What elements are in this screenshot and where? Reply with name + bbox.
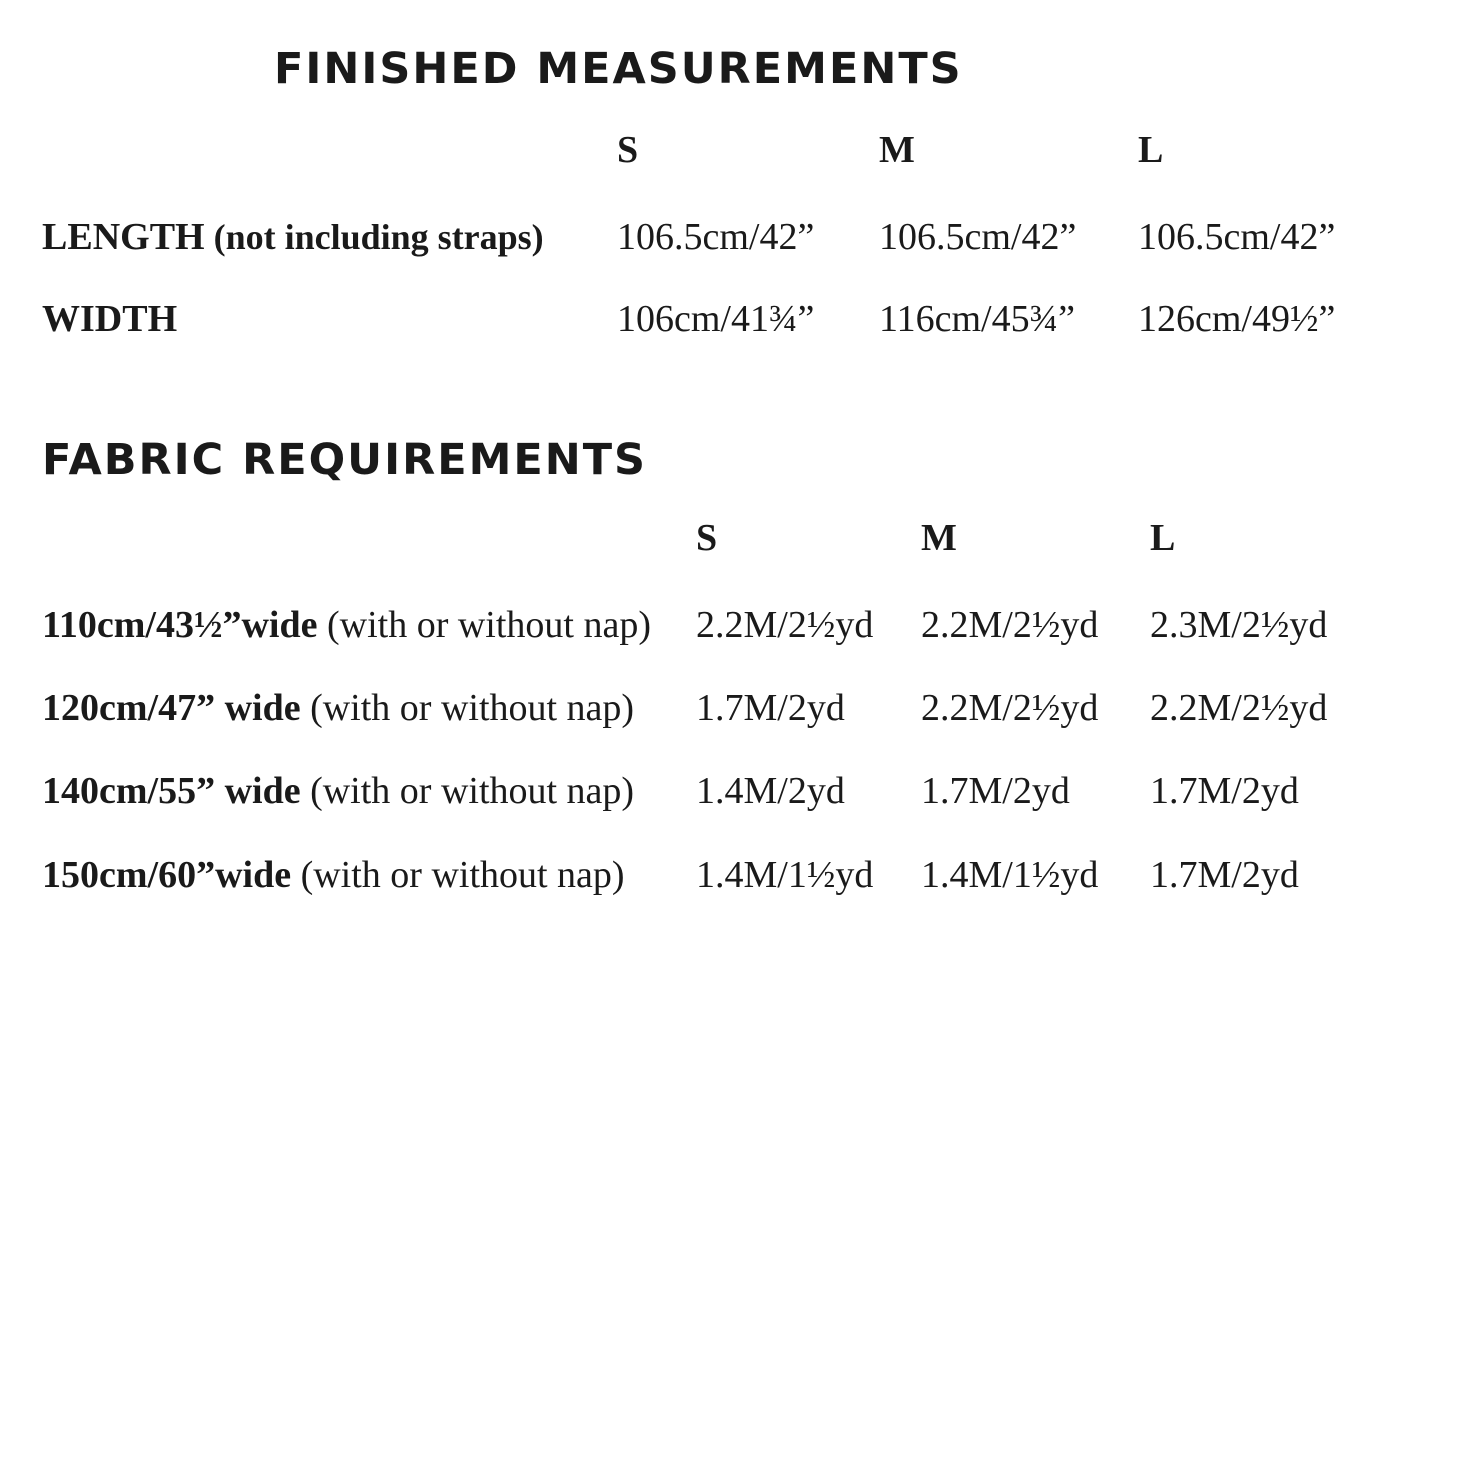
fr-140-s: 1.4M/2yd <box>696 770 845 812</box>
fm-length-s: 106.5cm/42” <box>617 216 815 258</box>
finished-measurements-title: FINISHED MEASUREMENTS <box>274 44 963 94</box>
fabric-requirements-title: FABRIC REQUIREMENTS <box>42 435 648 485</box>
fr-110-l: 2.3M/2½yd <box>1150 604 1328 646</box>
fr-150-l: 1.7M/2yd <box>1150 854 1299 896</box>
fr-row-label-140 <box>42 772 634 810</box>
fr-row-label-120 <box>42 689 634 727</box>
fm-row-label-width <box>42 300 177 338</box>
fr-120-s: 1.7M/2yd <box>696 687 845 729</box>
fm-width-l: 126cm/49½” <box>1138 298 1336 340</box>
fr-label-bold: 140cm/55” wide <box>42 770 301 812</box>
fr-110-s: 2.2M/2½yd <box>696 604 874 646</box>
fr-label-bold: 120cm/47” wide <box>42 687 301 729</box>
fr-size-header-s: S <box>696 517 718 559</box>
fr-label-note: (with or without nap) <box>300 687 635 729</box>
fm-row-label-length <box>42 218 544 256</box>
fr-120-l: 2.2M/2½yd <box>1150 687 1328 729</box>
fm-label-bold: LENGTH <box>42 216 205 258</box>
fr-row-label-110 <box>42 606 651 644</box>
fr-row-label-150 <box>42 856 625 894</box>
fm-label-bold: WIDTH <box>42 298 178 340</box>
fr-150-m: 1.4M/1½yd <box>921 854 1099 896</box>
fm-size-header-s: S <box>617 129 639 171</box>
fr-150-s: 1.4M/1½yd <box>696 854 874 896</box>
fm-length-l: 106.5cm/42” <box>1138 216 1336 258</box>
fr-120-m: 2.2M/2½yd <box>921 687 1099 729</box>
fr-size-header-l: L <box>1150 517 1176 559</box>
fr-110-m: 2.2M/2½yd <box>921 604 1099 646</box>
fr-140-m: 1.7M/2yd <box>921 770 1070 812</box>
fr-label-bold: 150cm/60”wide <box>42 854 292 896</box>
fr-140-l: 1.7M/2yd <box>1150 770 1299 812</box>
fm-size-header-l: L <box>1138 129 1164 171</box>
fr-label-note: (with or without nap) <box>291 854 625 896</box>
fm-length-m: 106.5cm/42” <box>879 216 1077 258</box>
fm-label-note: (not including straps) <box>204 217 544 257</box>
fm-width-m: 116cm/45¾” <box>879 298 1075 340</box>
fm-size-header-m: M <box>879 129 915 171</box>
fr-size-header-m: M <box>921 517 957 559</box>
fr-label-note: (with or without nap) <box>300 770 635 812</box>
fr-label-bold: 110cm/43½”wide <box>42 604 318 646</box>
fm-width-s: 106cm/41¾” <box>617 298 815 340</box>
fr-label-note: (with or without nap) <box>317 604 651 646</box>
